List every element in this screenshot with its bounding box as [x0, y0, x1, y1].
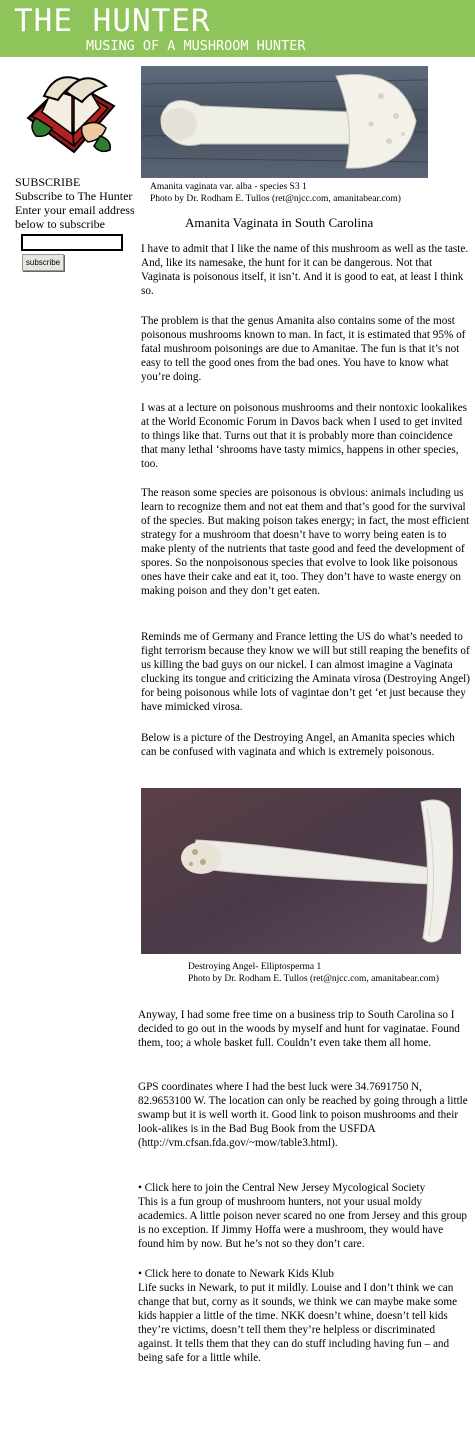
mycological-society-block [138, 1181, 471, 1251]
newark-kids-klub-description: Life sucks in Newark, to put it mildly. Louise and I don’t think we can change that but, corny as it sounds, we think we can maybe make some kids happier a little of the time. NKK doesn’t whine, doesn’t tell kids they’re victims, doesn’t tell them they’re helpless or discriminated against. It tells them that they can do stuff including having fun – and being safe for a little while. [138, 1282, 458, 1364]
mycological-society-description: This is a fun group of mushroom hunters, not your usual moldy academics. A little poison never scared no one from Jersey and this group is no exception. If Jimmy Hoffa were a mushroom, they would have found him by now. But he’s not so they don’t care. [138, 1196, 468, 1250]
article-paragraph-3: I was at a lecture on poisonous mushrooms and their nontoxic lookalikes at the World Economic Forum in Davos back when I used to get invited to things like that. Turns out that it is probably more than coincidence that many lethal ‘shrooms have tasty mimics, happens in other species, too. [141, 402, 467, 470]
article-paragraph-4: The reason some species are poisonous is obvious: animals including us learn to recognize them and not eat them and that’s good for the survival of the species. But making poison takes energy; in fact, the most efficient strategy for a mushroom that doesn’t have to worry being eaten is to make plenty of the nutrients that taste good and feed the development of spores. So the nonpoisonous species that evolve to look like poisonous ones have their cake and eat it, too. They don’t have to waste energy on making poison and they don’t get eaten. [141, 487, 470, 597]
article-paragraph-8: GPS coordinates where I had the best luck were 34.7691750 N, 82.9653100 W. The location can only be reached by going through a little swamp but it is well worth it. Good link to poison mushrooms and their look-alikes is in the Bad Bug Book from the USFDA (http://vm.cfsan.fda.gov/~mow/table3.html). [138, 1081, 468, 1149]
mushroom-photo-destroying-angel [141, 788, 461, 954]
article-paragraph-5: Reminds me of Germany and France letting the US do what’s needed to fight terrorism because they know we will but still reaping the benefits of us killing the bad guys on our nickel. I can almost imagine a Vaginata clucking its tongue and criticizing the Aminata virosa (Destroying Angel) for being poisonous while lots of vagintae don’t get ‘et just because they have mimicked virosa. [141, 631, 471, 713]
site-title: THE HUNTER [14, 3, 211, 39]
photo2-caption-credit: Photo by Dr. Rodham E. Tullos (ret@njcc.com, amanitabear.com) [188, 974, 439, 984]
subscribe-heading: SUBSCRIBE [15, 175, 81, 189]
article-paragraph-6: Below is a picture of the Destroying Angel, an Amanita species which can be confused with vaginata and which is extremely poisonous. [141, 732, 455, 758]
photo2-caption-title: Destroying Angel- Elliptosperma 1 [188, 962, 322, 972]
site-subtitle: MUSING OF A MUSHROOM HUNTER [86, 38, 306, 54]
mushroom-photo-vaginata [141, 66, 428, 178]
article-title: Amanita Vaginata in South Carolina [185, 215, 374, 230]
mushroom-book-icon [22, 66, 120, 158]
photo1-caption-credit: Photo by Dr. Rodham E. Tullos (ret@njcc.com, amanitabear.com) [150, 194, 401, 204]
mycological-society-link[interactable]: • Click here to join the Central New Jersey Mycological Society [138, 1182, 426, 1194]
article-paragraph-7: Anyway, I had some free time on a business trip to South Carolina so I decided to go out in the woods by myself and hunt for vaginatae. Found them, too; a whole basket full. Couldn’t even take them all home. [138, 1009, 460, 1049]
subscribe-text-1: Subscribe to The Hunter [15, 189, 133, 203]
newark-kids-klub-link[interactable]: • Click here to donate to Newark Kids Klub [138, 1268, 334, 1280]
article-paragraph-1: I have to admit that I like the name of this mushroom as well as the taste. And, like its namesake, the hunt for it can be dangerous. Not that Vaginata is poisonous itself, it isn’t. And it is good to eat, at least I think so. [141, 243, 469, 297]
photo1-caption-title: Amanita vaginata var. alba - species S3 1 [150, 182, 307, 192]
email-field[interactable] [21, 234, 123, 251]
article-paragraph-2: The problem is that the genus Amanita also contains some of the most poisonous mushrooms known to man. In fact, it is estimated that 95% of fatal mushroom poisonings are due to Amanitae. The fun is that it’s not easy to tell the good ones from the bad ones. You have to know what you’re doing. [141, 315, 466, 383]
subscribe-text-3: below to subscribe [15, 217, 105, 231]
subscribe-button[interactable]: subscribe [22, 254, 64, 271]
newark-kids-klub-block [138, 1267, 471, 1365]
subscribe-text-2: Enter your email address [15, 203, 135, 217]
